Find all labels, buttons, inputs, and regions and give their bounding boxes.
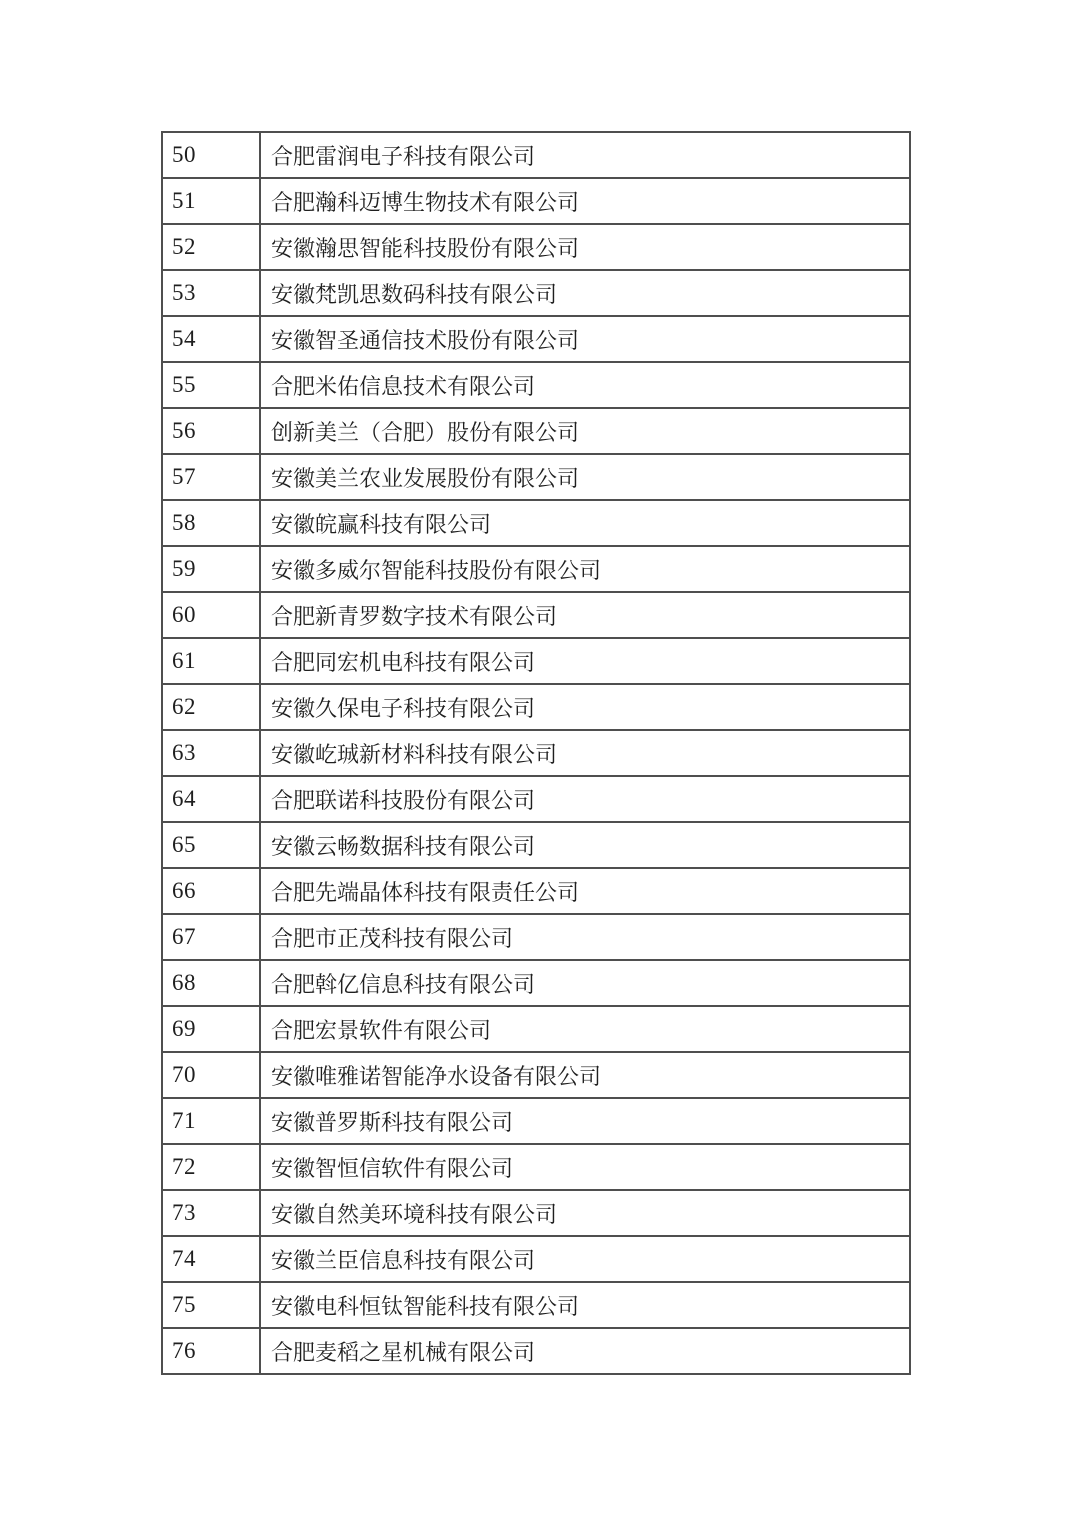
table-row	[162, 730, 910, 776]
table-row	[162, 592, 910, 638]
table-row	[162, 224, 910, 270]
row-number: 75	[162, 1282, 260, 1328]
table-row	[162, 1328, 910, 1374]
table-row	[162, 500, 910, 546]
company-name: 合肥先端晶体科技有限责任公司	[260, 868, 910, 914]
table-row	[162, 914, 910, 960]
row-number: 57	[162, 454, 260, 500]
company-table-body	[162, 132, 910, 1374]
row-number: 68	[162, 960, 260, 1006]
row-number: 66	[162, 868, 260, 914]
company-name: 安徽唯雅诺智能净水设备有限公司	[260, 1052, 910, 1098]
table-row	[162, 362, 910, 408]
row-number: 73	[162, 1190, 260, 1236]
table-row	[162, 1236, 910, 1282]
table-row	[162, 1190, 910, 1236]
company-name: 安徽云畅数据科技有限公司	[260, 822, 910, 868]
row-number: 55	[162, 362, 260, 408]
row-number: 70	[162, 1052, 260, 1098]
company-name: 安徽梵凯思数码科技有限公司	[260, 270, 910, 316]
row-number: 58	[162, 500, 260, 546]
table-row	[162, 270, 910, 316]
row-number: 76	[162, 1328, 260, 1374]
company-name: 合肥宏景软件有限公司	[260, 1006, 910, 1052]
row-number: 60	[162, 592, 260, 638]
row-number: 59	[162, 546, 260, 592]
table-row	[162, 546, 910, 592]
row-number: 64	[162, 776, 260, 822]
company-name: 合肥联诺科技股份有限公司	[260, 776, 910, 822]
company-name: 安徽美兰农业发展股份有限公司	[260, 454, 910, 500]
company-list-table	[161, 131, 911, 1375]
company-name: 安徽普罗斯科技有限公司	[260, 1098, 910, 1144]
table-row	[162, 454, 910, 500]
company-name: 合肥米佑信息技术有限公司	[260, 362, 910, 408]
company-name: 安徽智恒信软件有限公司	[260, 1144, 910, 1190]
table-row	[162, 868, 910, 914]
row-number: 61	[162, 638, 260, 684]
company-name: 合肥麦稻之星机械有限公司	[260, 1328, 910, 1374]
row-number: 56	[162, 408, 260, 454]
row-number: 52	[162, 224, 260, 270]
company-name: 安徽久保电子科技有限公司	[260, 684, 910, 730]
company-name: 安徽屹珹新材料科技有限公司	[260, 730, 910, 776]
table-row	[162, 776, 910, 822]
row-number: 72	[162, 1144, 260, 1190]
company-name: 安徽电科恒钛智能科技有限公司	[260, 1282, 910, 1328]
company-name: 安徽皖赢科技有限公司	[260, 500, 910, 546]
table-row	[162, 684, 910, 730]
row-number: 71	[162, 1098, 260, 1144]
row-number: 67	[162, 914, 260, 960]
row-number: 62	[162, 684, 260, 730]
company-name: 安徽兰臣信息科技有限公司	[260, 1236, 910, 1282]
row-number: 53	[162, 270, 260, 316]
table-row	[162, 960, 910, 1006]
company-name: 合肥同宏机电科技有限公司	[260, 638, 910, 684]
row-number: 51	[162, 178, 260, 224]
table-row	[162, 1006, 910, 1052]
table-row	[162, 1098, 910, 1144]
company-name: 安徽瀚思智能科技股份有限公司	[260, 224, 910, 270]
row-number: 74	[162, 1236, 260, 1282]
table-row	[162, 178, 910, 224]
table-row	[162, 132, 910, 178]
row-number: 50	[162, 132, 260, 178]
company-name: 合肥斡亿信息科技有限公司	[260, 960, 910, 1006]
row-number: 69	[162, 1006, 260, 1052]
company-name: 安徽多威尔智能科技股份有限公司	[260, 546, 910, 592]
table-row	[162, 316, 910, 362]
company-name: 创新美兰（合肥）股份有限公司	[260, 408, 910, 454]
row-number: 65	[162, 822, 260, 868]
row-number: 54	[162, 316, 260, 362]
company-name: 合肥瀚科迈博生物技术有限公司	[260, 178, 910, 224]
table-row	[162, 638, 910, 684]
company-name: 安徽自然美环境科技有限公司	[260, 1190, 910, 1236]
company-name: 安徽智圣通信技术股份有限公司	[260, 316, 910, 362]
table-row	[162, 1052, 910, 1098]
table-row	[162, 1282, 910, 1328]
row-number: 63	[162, 730, 260, 776]
company-name: 合肥市正茂科技有限公司	[260, 914, 910, 960]
company-name: 合肥新青罗数字技术有限公司	[260, 592, 910, 638]
table-row	[162, 408, 910, 454]
company-name: 合肥雷润电子科技有限公司	[260, 132, 910, 178]
table-row	[162, 822, 910, 868]
table-row	[162, 1144, 910, 1190]
